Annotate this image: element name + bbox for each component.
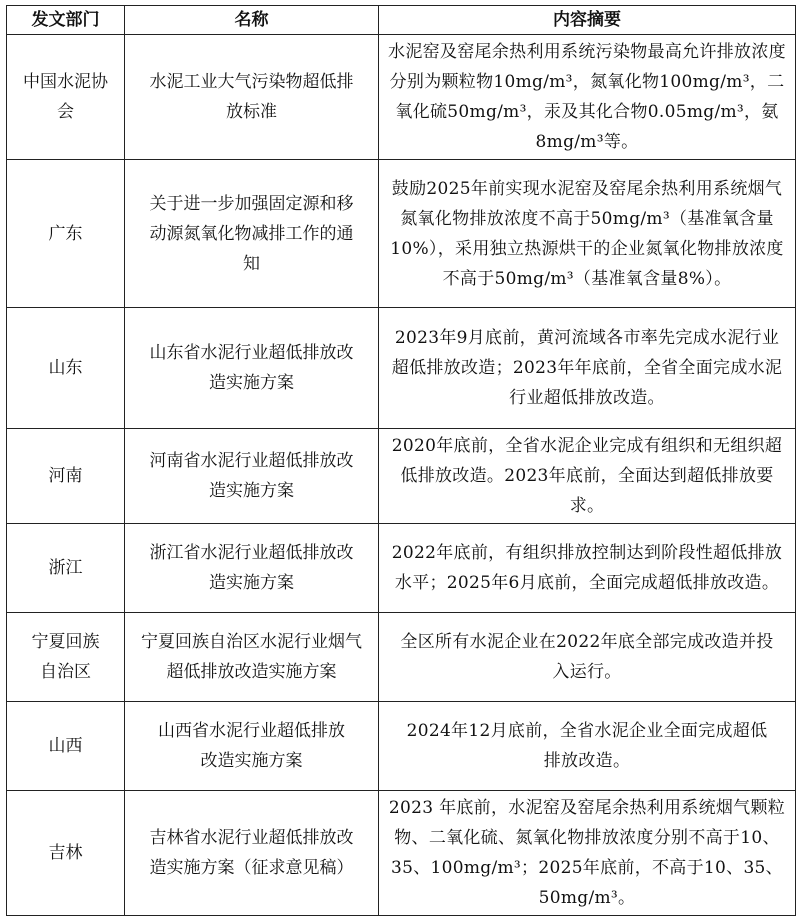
summary-cell: 2022年底前，有组织排放控制达到阶段性超低排放水平；2025年6月底前，全面完成超低排放改造。 [379,524,796,613]
summary-cell: 全区所有水泥企业在2022年底全部完成改造并投入运行。 [379,613,796,702]
header-department: 发文部门 [7,6,125,35]
table-row [7,702,796,791]
summary-cell: 2023年9月底前，黄河流域各市率先完成水泥行业超低排放改造；2023年年底前，全省全面完成水泥行业超低排放改造。 [379,308,796,429]
name-cell: 宁夏回族自治区水泥行业烟气超低排放改造实施方案 [125,613,379,702]
summary-cell: 2024年12月底前，全省水泥企业全面完成超低排放改造。 [379,702,796,791]
table-row [7,308,796,429]
department-cell: 广东 [7,160,125,308]
table-row [7,524,796,613]
summary-cell: 2023 年底前，水泥窑及窑尾余热利用系统烟气颗粒物、二氧化硫、氮氧化物排放浓度分别不高于10、35、100mg/m³；2025年底前，不高于10、35、50mg/m³。 [379,791,796,916]
department-cell: 宁夏回族自治区 [7,613,125,702]
table-row [7,160,796,308]
name-cell: 水泥工业大气污染物超低排放标准 [125,35,379,160]
summary-cell: 鼓励2025年前实现水泥窑及窑尾余热利用系统烟气氮氧化物排放浓度不高于50mg/m³（基准氧含量10%），采用独立热源烘干的企业氮氧化物排放浓度不高于50mg/m³（基准氧含量8%）。 [379,160,796,308]
summary-cell: 2020年底前，全省水泥企业完成有组织和无组织超低排放改造。2023年底前，全面达到超低排放要求。 [379,429,796,524]
table-row [7,429,796,524]
table-row [7,35,796,160]
name-cell: 浙江省水泥行业超低排放改造实施方案 [125,524,379,613]
summary-cell: 水泥窑及窑尾余热利用系统污染物最高允许排放浓度分别为颗粒物10mg/m³，氮氧化物100mg/m³，二氧化硫50mg/m³，汞及其化合物0.05mg/m³，氨8mg/m³等。 [379,35,796,160]
table-row [7,791,796,916]
header-summary: 内容摘要 [379,6,796,35]
department-cell: 吉林 [7,791,125,916]
policy-table [6,5,796,916]
department-cell: 山东 [7,308,125,429]
header-row [7,6,796,35]
department-cell: 中国水泥协会 [7,35,125,160]
name-cell: 关于进一步加强固定源和移动源氮氧化物减排工作的通知 [125,160,379,308]
table-row [7,613,796,702]
header-name: 名称 [125,6,379,35]
name-cell: 山东省水泥行业超低排放改造实施方案 [125,308,379,429]
name-cell: 吉林省水泥行业超低排放改造实施方案（征求意见稿） [125,791,379,916]
department-cell: 浙江 [7,524,125,613]
department-cell: 河南 [7,429,125,524]
name-cell: 山西省水泥行业超低排放改造实施方案 [125,702,379,791]
name-cell: 河南省水泥行业超低排放改造实施方案 [125,429,379,524]
department-cell: 山西 [7,702,125,791]
